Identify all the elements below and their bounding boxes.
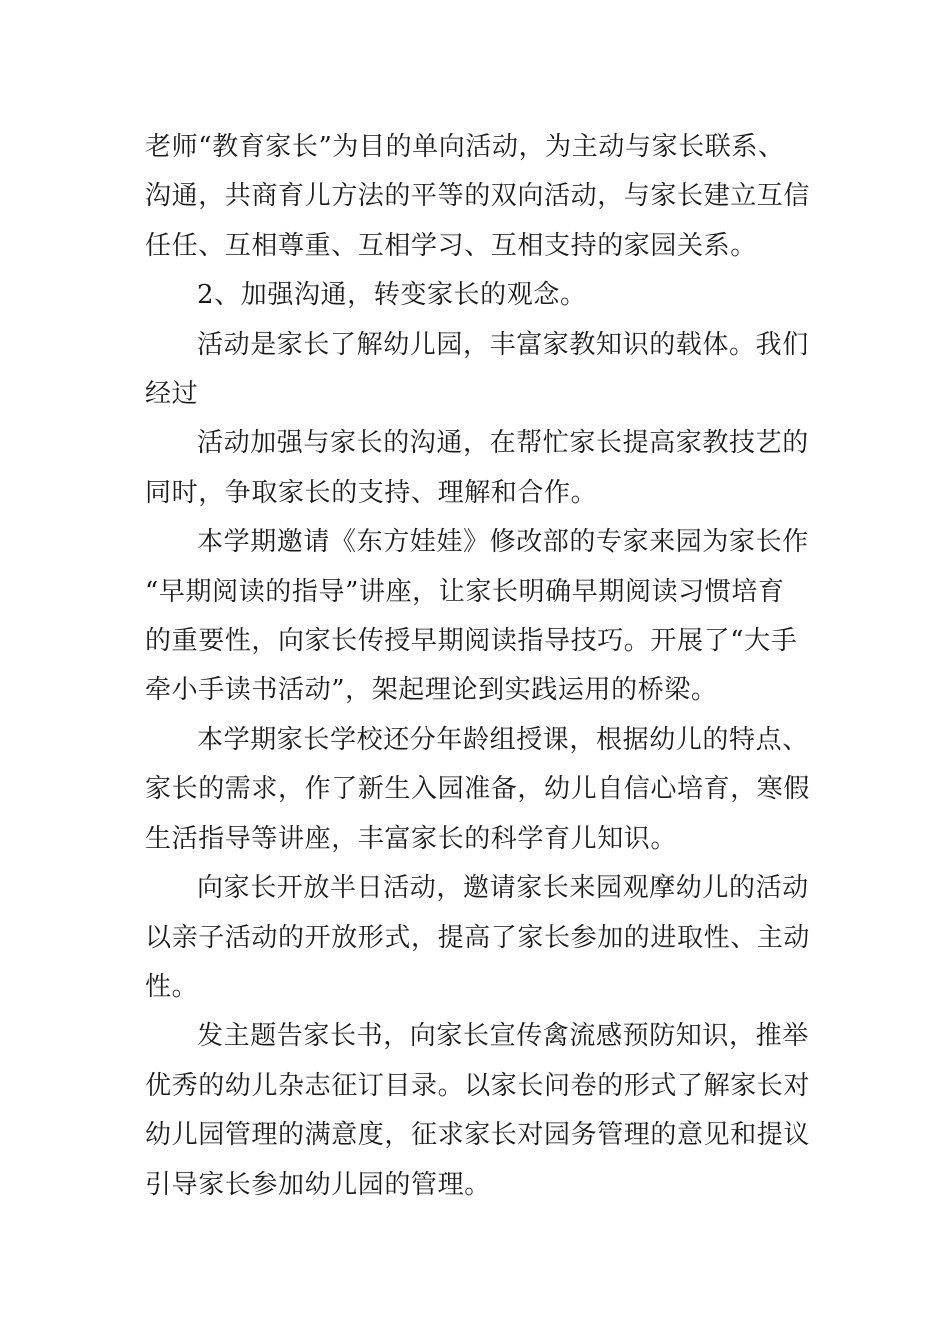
text-line: 发主题告家长书，向家长宣传禽流感预防知识，推举 bbox=[197, 1021, 809, 1052]
text-line: 本学期家长学校还分年龄组授课，根据幼儿的特点、 bbox=[197, 724, 809, 755]
text-line: 幼儿园管理的满意度，征求家长对园务管理的意见和提议 bbox=[145, 1120, 811, 1151]
text-line: 引导家长参加幼儿园的管理。 bbox=[145, 1169, 491, 1200]
text-line: 以亲子活动的开放形式，提高了家长参加的进取性、主动 bbox=[145, 922, 811, 953]
paragraph-5 bbox=[145, 518, 810, 716]
text-line: 的重要性，向家长传授早期阅读指导技巧。开展了“大手 bbox=[145, 626, 798, 657]
text-line: 任任、互相尊重、互相学习、互相支持的家园关系。 bbox=[145, 230, 757, 261]
text-line: 活动是家长了解幼儿园，丰富家教知识的载体。我们 bbox=[197, 329, 809, 360]
text-line: 经过 bbox=[145, 379, 199, 410]
paragraph-4 bbox=[145, 419, 810, 518]
text-line: 性。 bbox=[145, 971, 199, 1002]
text-line: 牵小手读书活动”，架起理论到实践运用的桥梁。 bbox=[145, 675, 718, 706]
document-page bbox=[145, 123, 810, 1210]
text-line: 老师“教育家长”为目的单向活动，为主动与家长联系、 bbox=[145, 132, 785, 162]
text-line: 本学期邀请《东方娃娃》修改部的专家来园为家长作 bbox=[197, 527, 809, 558]
paragraph-7 bbox=[145, 864, 810, 1012]
paragraph-1 bbox=[145, 123, 810, 271]
text-line: 家长的需求，作了新生入园准备，幼儿自信心培育，寒假 bbox=[145, 774, 811, 805]
text-line: 生活指导等讲座，丰富家长的科学育儿知识。 bbox=[145, 823, 678, 854]
paragraph-3 bbox=[145, 321, 810, 420]
text-line: 2、加强沟通，转变家长的观念。 bbox=[197, 280, 587, 311]
section-heading-2 bbox=[145, 271, 810, 320]
paragraph-6 bbox=[145, 716, 810, 864]
text-line: 同时，争取家长的支持、理解和合作。 bbox=[145, 477, 598, 508]
text-line: 优秀的幼儿杂志征订目录。以家长问卷的形式了解家长对 bbox=[145, 1070, 811, 1101]
text-line: 沟通，共商育儿方法的平等的双向活动，与家长建立互信 bbox=[145, 181, 811, 212]
text-line: “早期阅读的指导”讲座，让家长明确早期阅读习惯培育 bbox=[145, 576, 785, 607]
paragraph-8 bbox=[145, 1012, 810, 1210]
text-line: 向家长开放半日活动，邀请家长来园观摩幼儿的活动 bbox=[197, 873, 809, 904]
text-line: 活动加强与家长的沟通，在帮忙家长提高家教技艺的 bbox=[197, 428, 809, 459]
